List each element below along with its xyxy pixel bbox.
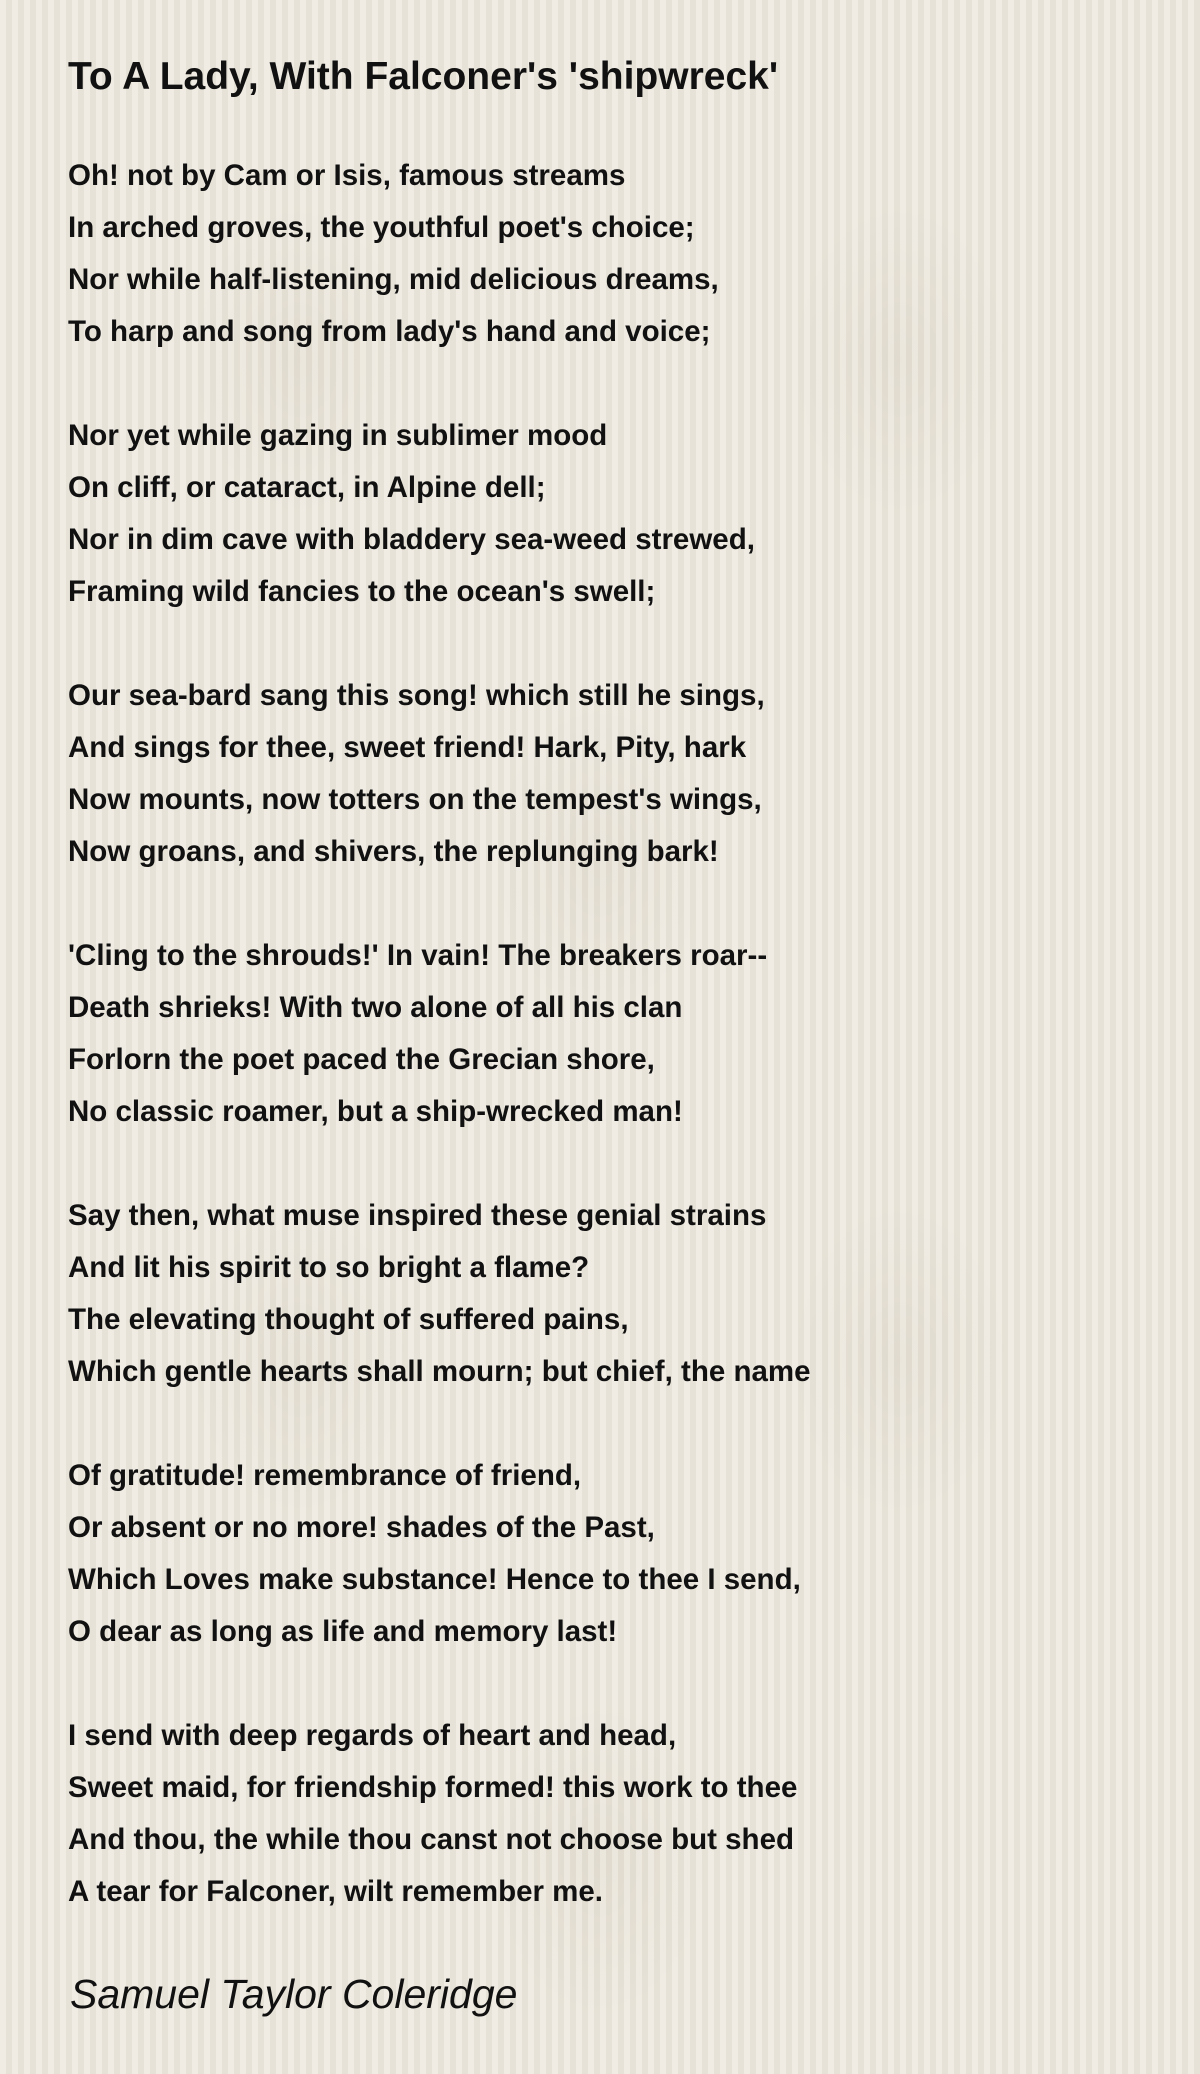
poem-line: Oh! not by Cam or Isis, famous streams (68, 159, 626, 192)
poem-body (68, 150, 811, 1970)
poem-line: I send with deep regards of heart and head, (68, 1719, 677, 1752)
poem-title: To A Lady, With Falconer's 'shipwreck' (68, 55, 779, 98)
poem-line: Nor in dim cave with bladdery sea-weed strewed, (68, 523, 755, 556)
poem-line: Forlorn the poet paced the Grecian shore, (68, 1043, 655, 1076)
stanza-6 (68, 1450, 811, 1658)
poem-line: 'Cling to the shrouds!' In vain! The breakers roar-- (68, 939, 768, 972)
poem-line: And sings for thee, sweet friend! Hark, Pity, hark (68, 731, 747, 764)
poem-line: O dear as long as life and memory last! (68, 1615, 618, 1648)
poem-line: Framing wild fancies to the ocean's swell; (68, 575, 656, 608)
stanza-2 (68, 410, 811, 618)
stanza-7 (68, 1710, 811, 1918)
poem-line: Sweet maid, for friendship formed! this work to thee (68, 1771, 798, 1804)
poem-line: Death shrieks! With two alone of all his clan (68, 991, 683, 1024)
poem-line: Or absent or no more! shades of the Past, (68, 1511, 655, 1544)
poem-line: Now groans, and shivers, the replunging bark! (68, 835, 719, 868)
stanza-5 (68, 1190, 811, 1398)
poem-line: Now mounts, now totters on the tempest's wings, (68, 783, 762, 816)
poem-line: Nor while half-listening, mid delicious dreams, (68, 263, 719, 296)
poem-line: To harp and song from lady's hand and voice; (68, 315, 711, 348)
poem-line: Nor yet while gazing in sublimer mood (68, 419, 608, 452)
poem-line: In arched groves, the youthful poet's choice; (68, 211, 695, 244)
poem-line: A tear for Falconer, wilt remember me. (68, 1875, 604, 1908)
poem-line: Say then, what muse inspired these genial strains (68, 1199, 767, 1232)
poem-line: Which gentle hearts shall mourn; but chief, the name (68, 1355, 811, 1388)
poem-line: On cliff, or cataract, in Alpine dell; (68, 471, 546, 504)
poem-line: Our sea-bard sang this song! which still he sings, (68, 679, 765, 712)
stanza-1 (68, 150, 811, 358)
poem-line: Which Loves make substance! Hence to thee I send, (68, 1563, 801, 1596)
stanza-3 (68, 670, 811, 878)
poem-line: And thou, the while thou canst not choose but shed (68, 1823, 795, 1856)
poem-line: And lit his spirit to so bright a flame? (68, 1251, 590, 1284)
poem-line: The elevating thought of suffered pains, (68, 1303, 629, 1336)
poem-line: No classic roamer, but a ship-wrecked man! (68, 1095, 683, 1128)
poem-author: Samuel Taylor Coleridge (70, 1971, 518, 2017)
poem-line: Of gratitude! remembrance of friend, (68, 1459, 582, 1492)
stanza-4 (68, 930, 811, 1138)
